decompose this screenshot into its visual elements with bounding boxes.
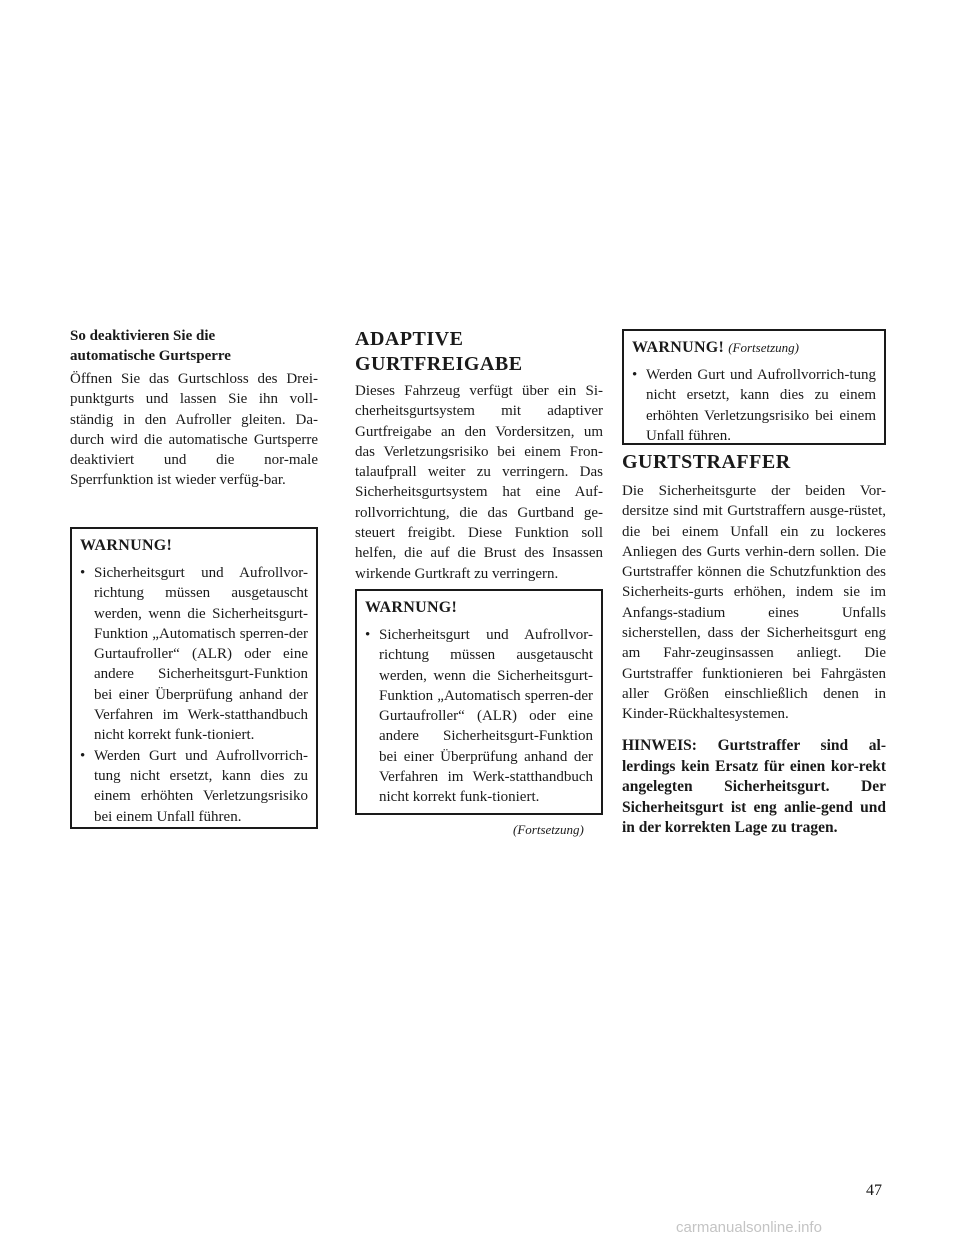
warning-item: • Sicherheitsgurt und Aufrollvor-richtung müssen ausgetauscht werden, wenn die Sicherheitsgurt-Funktion „Automatisch sperren-der Gurtaufroller“ (ALR) oder eine andere Sicherheitsgurt-Funktion bei einer Überprüfung anhand der Verfahren im Werk-statthandbuch nicht korrekt funk-tioniert. [80,565,308,744]
warning-title: WARNUNG! [365,599,458,616]
heading-line-1: ADAPTIVE [355,328,464,350]
warning-list [632,365,876,446]
bullet-icon: • [365,627,371,643]
section-heading: GURTSTRAFFER [622,451,791,473]
warning-item: • Werden Gurt und Aufrollvorrich-tung nicht ersetzt, kann dies zu einem erhöhten Verletzungsrisiko bei einem Unfall führen. [80,747,308,825]
section-heading [355,327,603,377]
section-subheading [70,326,318,366]
warning-continued-label: (Fortsetzung) [728,340,799,355]
deactivate-paragraph: Öffnen Sie das Gurtschloss des Drei-punktgurts und lassen Sie ihn voll-ständig in den Aufroller gleiten. Da-durch wird die automatische Gurtsperre deaktiviert und die nor-male Sperrfunktion ist wieder verfüg-bar. [70,371,318,489]
warning-title: WARNUNG! [632,339,725,356]
note-paragraph: HINWEIS: Gurtstraffer sind al-lerdings kein Ersatz für einen kor-rekt angelegten Sicherheitsgurt. Der Sicherheitsgurt ist eng anlie-gend und in der korrekten Lage zu tragen. [622,737,886,836]
warning-item: • Werden Gurt und Aufrollvorrich-tung nicht ersetzt, kann dies zu einem erhöhten Verletzungsrisiko bei einem Unfall führen. [632,367,876,444]
warning-box-2 [355,589,603,815]
warning-box-1 [70,527,318,829]
continued-note: (Fortsetzung) [513,822,584,837]
heading-line-2: GURTFREIGABE [355,353,523,375]
page-number: 47 [866,1182,882,1199]
subheading-line-1: So deaktivieren Sie die [70,328,216,344]
warning-box-3 [622,329,886,445]
bullet-icon: • [80,565,86,581]
warning-list [365,625,593,808]
adaptive-paragraph: Dieses Fahrzeug verfügt über ein Si-cherheitsgurtsystem mit adaptiver Gurtfreigabe an den Vordersitzen, um das Verletzungsrisiko bei einem Fron-talaufprall weiter zu verringern. Das Sicherheitsgurtsystem hat eine Auf-rollvorrichtung, die das Gurtband ge-steuert freigibt. Diese Funktion soll helfen, die auf die Brust des Insassen wirkende Gurtkraft zu verringern. [355,383,603,582]
watermark: carmanualsonline.info [676,1219,822,1236]
pretensioner-paragraph: Die Sicherheitsgurte der beiden Vor-dersitze sind mit Gurtstraffern ausge-rüstet, die bei einem Unfall ein zu lockeres Anliegen des Gurts verhin-dern sollen. Die Gurtstraffer können die Schutzfunktion des Sicherheits-gurts erhöhen, indem sie im Anfangs-stadium eines Unfalls sicherstellen, dass der Sicherheitsgurt eng am Fahr-zeuginsassen anliegt. Die Gurtstraffer funktionieren bei Fahrgästen aller Größen einschließlich denen in Kinder-Rückhaltesystemen. [622,483,886,723]
warning-list [80,563,308,827]
bullet-icon: • [80,747,86,764]
warning-title: WARNUNG! [80,537,173,554]
warning-title-row [632,337,876,359]
bullet-icon: • [632,367,638,383]
subheading-line-2: automatische Gurtsperre [70,348,231,364]
warning-item: • Sicherheitsgurt und Aufrollvor-richtung müssen ausgetauscht werden, wenn die Sicherheitsgurt-Funktion „Automatisch sperren-der Gurtaufroller“ (ALR) oder eine andere Sicherheitsgurt-Funktion bei einer Überprüfung anhand der Verfahren im Werk-statthandbuch nicht korrekt funk-tioniert. [365,627,593,806]
